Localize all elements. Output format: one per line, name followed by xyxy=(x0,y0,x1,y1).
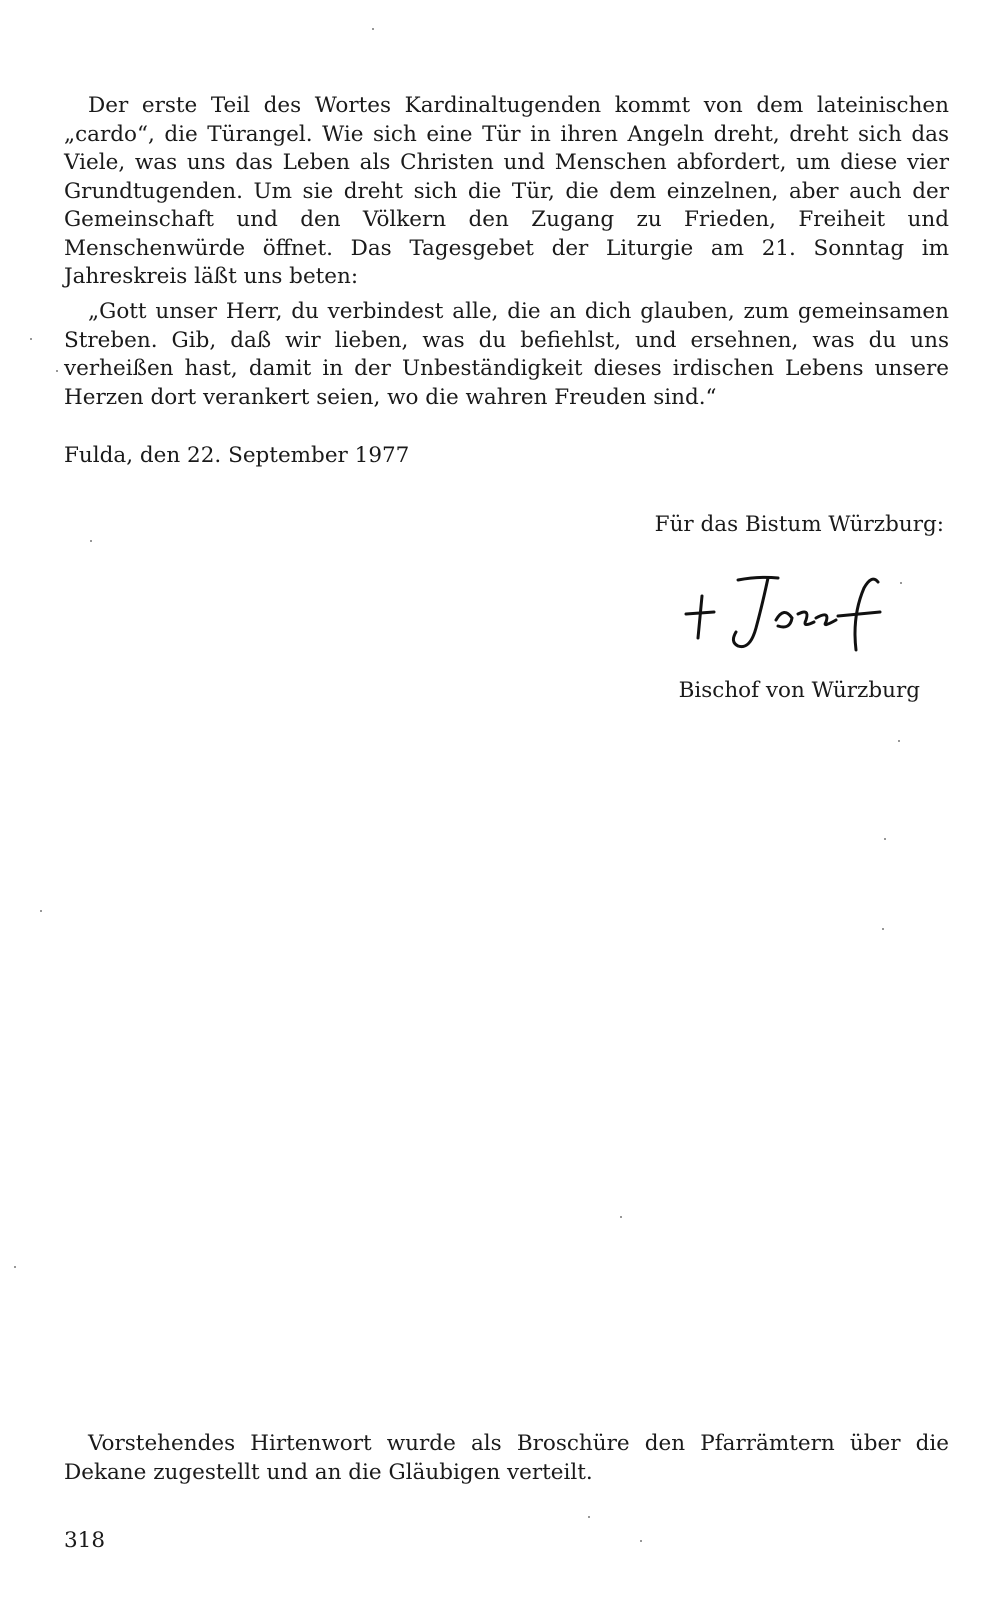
scan-speck xyxy=(56,370,58,372)
scan-speck xyxy=(882,928,884,930)
page-number: 318 xyxy=(64,1528,106,1553)
handwritten-signature xyxy=(680,566,910,660)
scan-speck xyxy=(588,1516,590,1518)
intro-text: Der erste Teil des Wortes Kardinaltugenden kommt von dem lateinischen „cardo“, die Türangel. Wie sich eine Tür in ihren Angeln dreht, dreht sich das Viele, was uns das Leben als Christen und Menschen abfordert, um diese vier Grundtugenden. Um sie dreht sich die Tür, die dem einzelnen, aber auch der Gemeinschaft und den Völkern den Zugang zu Frieden, Freiheit und Menschenwürde öffnet. Das Tagesgebet der Liturgie am 21. Sonntag im Jahreskreis läßt uns beten: xyxy=(64,93,949,289)
scan-speck xyxy=(372,28,374,30)
scan-speck xyxy=(898,740,900,742)
scan-speck xyxy=(40,910,42,912)
scan-speck xyxy=(90,540,92,542)
scan-speck xyxy=(14,1266,16,1268)
intro-paragraph xyxy=(64,92,949,292)
prayer-text: „Gott unser Herr, du verbindest alle, die an dich glauben, zum gemeinsamen Streben. Gib, daß wir lieben, was du befiehlst, und ersehnen, was du uns verheißen hast, damit in der Unbeständigkeit dieses irdischen Lebens unsere Herzen dort verankert seien, wo die wahren Freuden sind.“ xyxy=(64,299,949,410)
dateline: Fulda, den 22. September 1977 xyxy=(64,443,410,468)
scan-speck xyxy=(900,582,902,584)
signer-title: Bischof von Würzburg xyxy=(678,678,920,703)
distribution-note-text: Vorstehendes Hirtenwort wurde als Broschüre den Pfarrämtern über die Dekane zugestellt und an die Gläubigen verteilt. xyxy=(64,1431,949,1485)
scan-speck xyxy=(884,838,886,840)
for-diocese-label: Für das Bistum Würzburg: xyxy=(654,512,944,537)
prayer-paragraph xyxy=(64,298,949,412)
scan-speck xyxy=(640,1540,642,1542)
distribution-note xyxy=(64,1430,949,1487)
scan-speck xyxy=(30,338,32,340)
scan-speck xyxy=(620,1216,622,1218)
